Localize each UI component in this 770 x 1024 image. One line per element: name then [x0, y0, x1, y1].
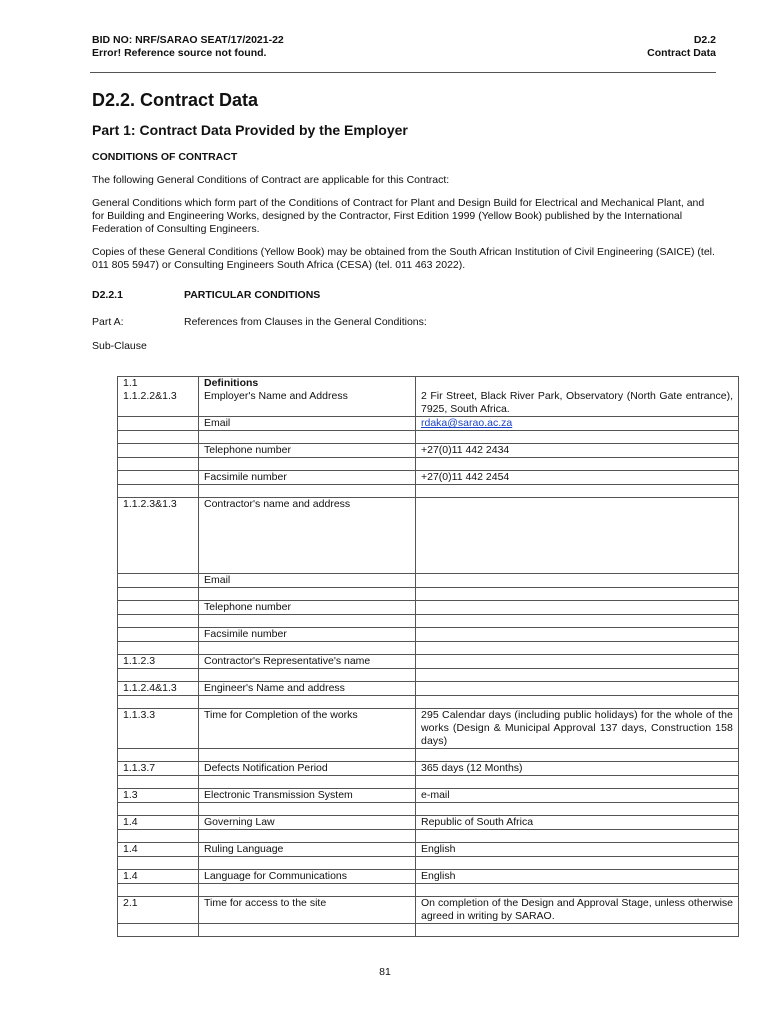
ruling-clause: 1.4 — [118, 843, 199, 857]
particular-conditions-row — [92, 289, 716, 302]
fax-value: +27(0)11 442 2454 — [416, 471, 739, 485]
section-code: D2.2 — [693, 34, 716, 46]
contractor-email-label: Email — [199, 574, 416, 588]
table-row-fax — [118, 471, 739, 485]
table-row-contractor — [118, 498, 739, 574]
paragraph-2: General Conditions which form part of the Conditions of Contract for Plant and Design Build for Electrical and Mechanical Plant, and for Building and Engineering Works, designed by the Contractor, First Edition 1999 (Yellow Book) published by the International Federation of Consulting Engineers. — [92, 197, 705, 235]
paragraph-1: The following General Conditions of Contract are applicable for this Contract: — [92, 174, 450, 186]
ruling-label: Ruling Language — [199, 843, 416, 857]
table-row-ruling-language — [118, 843, 739, 857]
part-a-text: References from Clauses in the General Conditions: — [184, 316, 427, 328]
employer-address: 2 Fir Street, Black River Park, Observatory (North Gate entrance), 7925, South Africa. — [421, 390, 733, 415]
header-divider — [90, 72, 716, 73]
part1-title: Part 1: Contract Data Provided by the Employer — [92, 122, 408, 138]
access-clause: 2.1 — [118, 897, 199, 924]
definitions-label: Definitions — [204, 377, 259, 389]
contractor-telephone-label: Telephone number — [199, 601, 416, 615]
table-row-defects — [118, 762, 739, 776]
completion-label: Time for Completion of the works — [199, 709, 416, 749]
table-row-contractor-telephone — [118, 601, 739, 615]
table-row-contractor-fax — [118, 628, 739, 642]
representative-clause: 1.1.2.3 — [118, 655, 199, 669]
ets-clause: 1.3 — [118, 789, 199, 803]
page-title: D2.2. Contract Data — [92, 90, 259, 110]
access-label: Time for access to the site — [199, 897, 416, 924]
document-body — [92, 86, 716, 353]
comms-label: Language for Communications — [199, 870, 416, 884]
contractor-label: Contractor's name and address — [199, 498, 416, 574]
defects-clause: 1.1.3.7 — [118, 762, 199, 776]
table-row-definitions — [118, 377, 739, 417]
engineer-clause: 1.1.2.4&1.3 — [118, 682, 199, 696]
page-header-left — [92, 34, 284, 60]
ets-value: e-mail — [416, 789, 739, 803]
table-row-telephone — [118, 444, 739, 458]
section-name: Contract Data — [647, 47, 716, 59]
sub-clause-label: Sub-Clause — [92, 340, 147, 352]
table-row-representative — [118, 655, 739, 669]
defects-value: 365 days (12 Months) — [416, 762, 739, 776]
conditions-heading: CONDITIONS OF CONTRACT — [92, 151, 238, 163]
completion-clause: 1.1.3.3 — [118, 709, 199, 749]
page-header-right — [647, 34, 716, 60]
table-row-contractor-email — [118, 574, 739, 588]
law-value: Republic of South Africa — [416, 816, 739, 830]
table-row-site-access — [118, 897, 739, 924]
comms-clause: 1.4 — [118, 870, 199, 884]
bid-number: BID NO: NRF/SARAO SEAT/17/2021-22 — [92, 34, 284, 46]
table-row-completion — [118, 709, 739, 749]
contract-data-table — [117, 376, 739, 937]
table-row-engineer — [118, 682, 739, 696]
fax-label: Facsimile number — [199, 471, 416, 485]
ets-label: Electronic Transmission System — [199, 789, 416, 803]
particular-code: D2.2.1 — [92, 289, 123, 301]
part-a-row — [92, 316, 716, 329]
part-a-label: Part A: — [92, 316, 124, 328]
law-label: Governing Law — [199, 816, 416, 830]
telephone-value: +27(0)11 442 2434 — [416, 444, 739, 458]
representative-label: Contractor's Representative's name — [199, 655, 416, 669]
table-row-ets — [118, 789, 739, 803]
defects-label: Defects Notification Period — [199, 762, 416, 776]
engineer-label: Engineer's Name and address — [199, 682, 416, 696]
law-clause: 1.4 — [118, 816, 199, 830]
table-row-law — [118, 816, 739, 830]
access-value: On completion of the Design and Approval Stage, unless otherwise agreed in writing by SARAO. — [416, 897, 739, 924]
paragraph-3: Copies of these General Conditions (Yellow Book) may be obtained from the South African Institution of Civil Engineering (SAICE) (tel. 011 805 5947) or Consulting Engineers South Africa (CESA) (tel. 011 463 2022). — [92, 246, 715, 271]
page-number: 81 — [379, 966, 391, 978]
employer-label: Employer's Name and Address — [204, 390, 348, 402]
ruling-value: English — [416, 843, 739, 857]
table-row-comms-language — [118, 870, 739, 884]
contractor-clause: 1.1.2.3&1.3 — [118, 498, 199, 574]
email-label: Email — [199, 417, 416, 431]
contractor-fax-label: Facsimile number — [199, 628, 416, 642]
employer-clause: 1.1.2.2&1.3 — [123, 390, 177, 402]
particular-label: PARTICULAR CONDITIONS — [184, 289, 321, 301]
comms-value: English — [416, 870, 739, 884]
employer-email-link[interactable]: rdaka@sarao.ac.za — [421, 417, 513, 429]
telephone-label: Telephone number — [199, 444, 416, 458]
definitions-clause: 1.1 — [123, 377, 138, 389]
completion-value: 295 Calendar days (including public holidays) for the whole of the works (Design & Municipal Approval 137 days, Construction 158 days) — [416, 709, 739, 749]
reference-error: Error! Reference source not found. — [92, 47, 267, 59]
table-row-email — [118, 417, 739, 431]
